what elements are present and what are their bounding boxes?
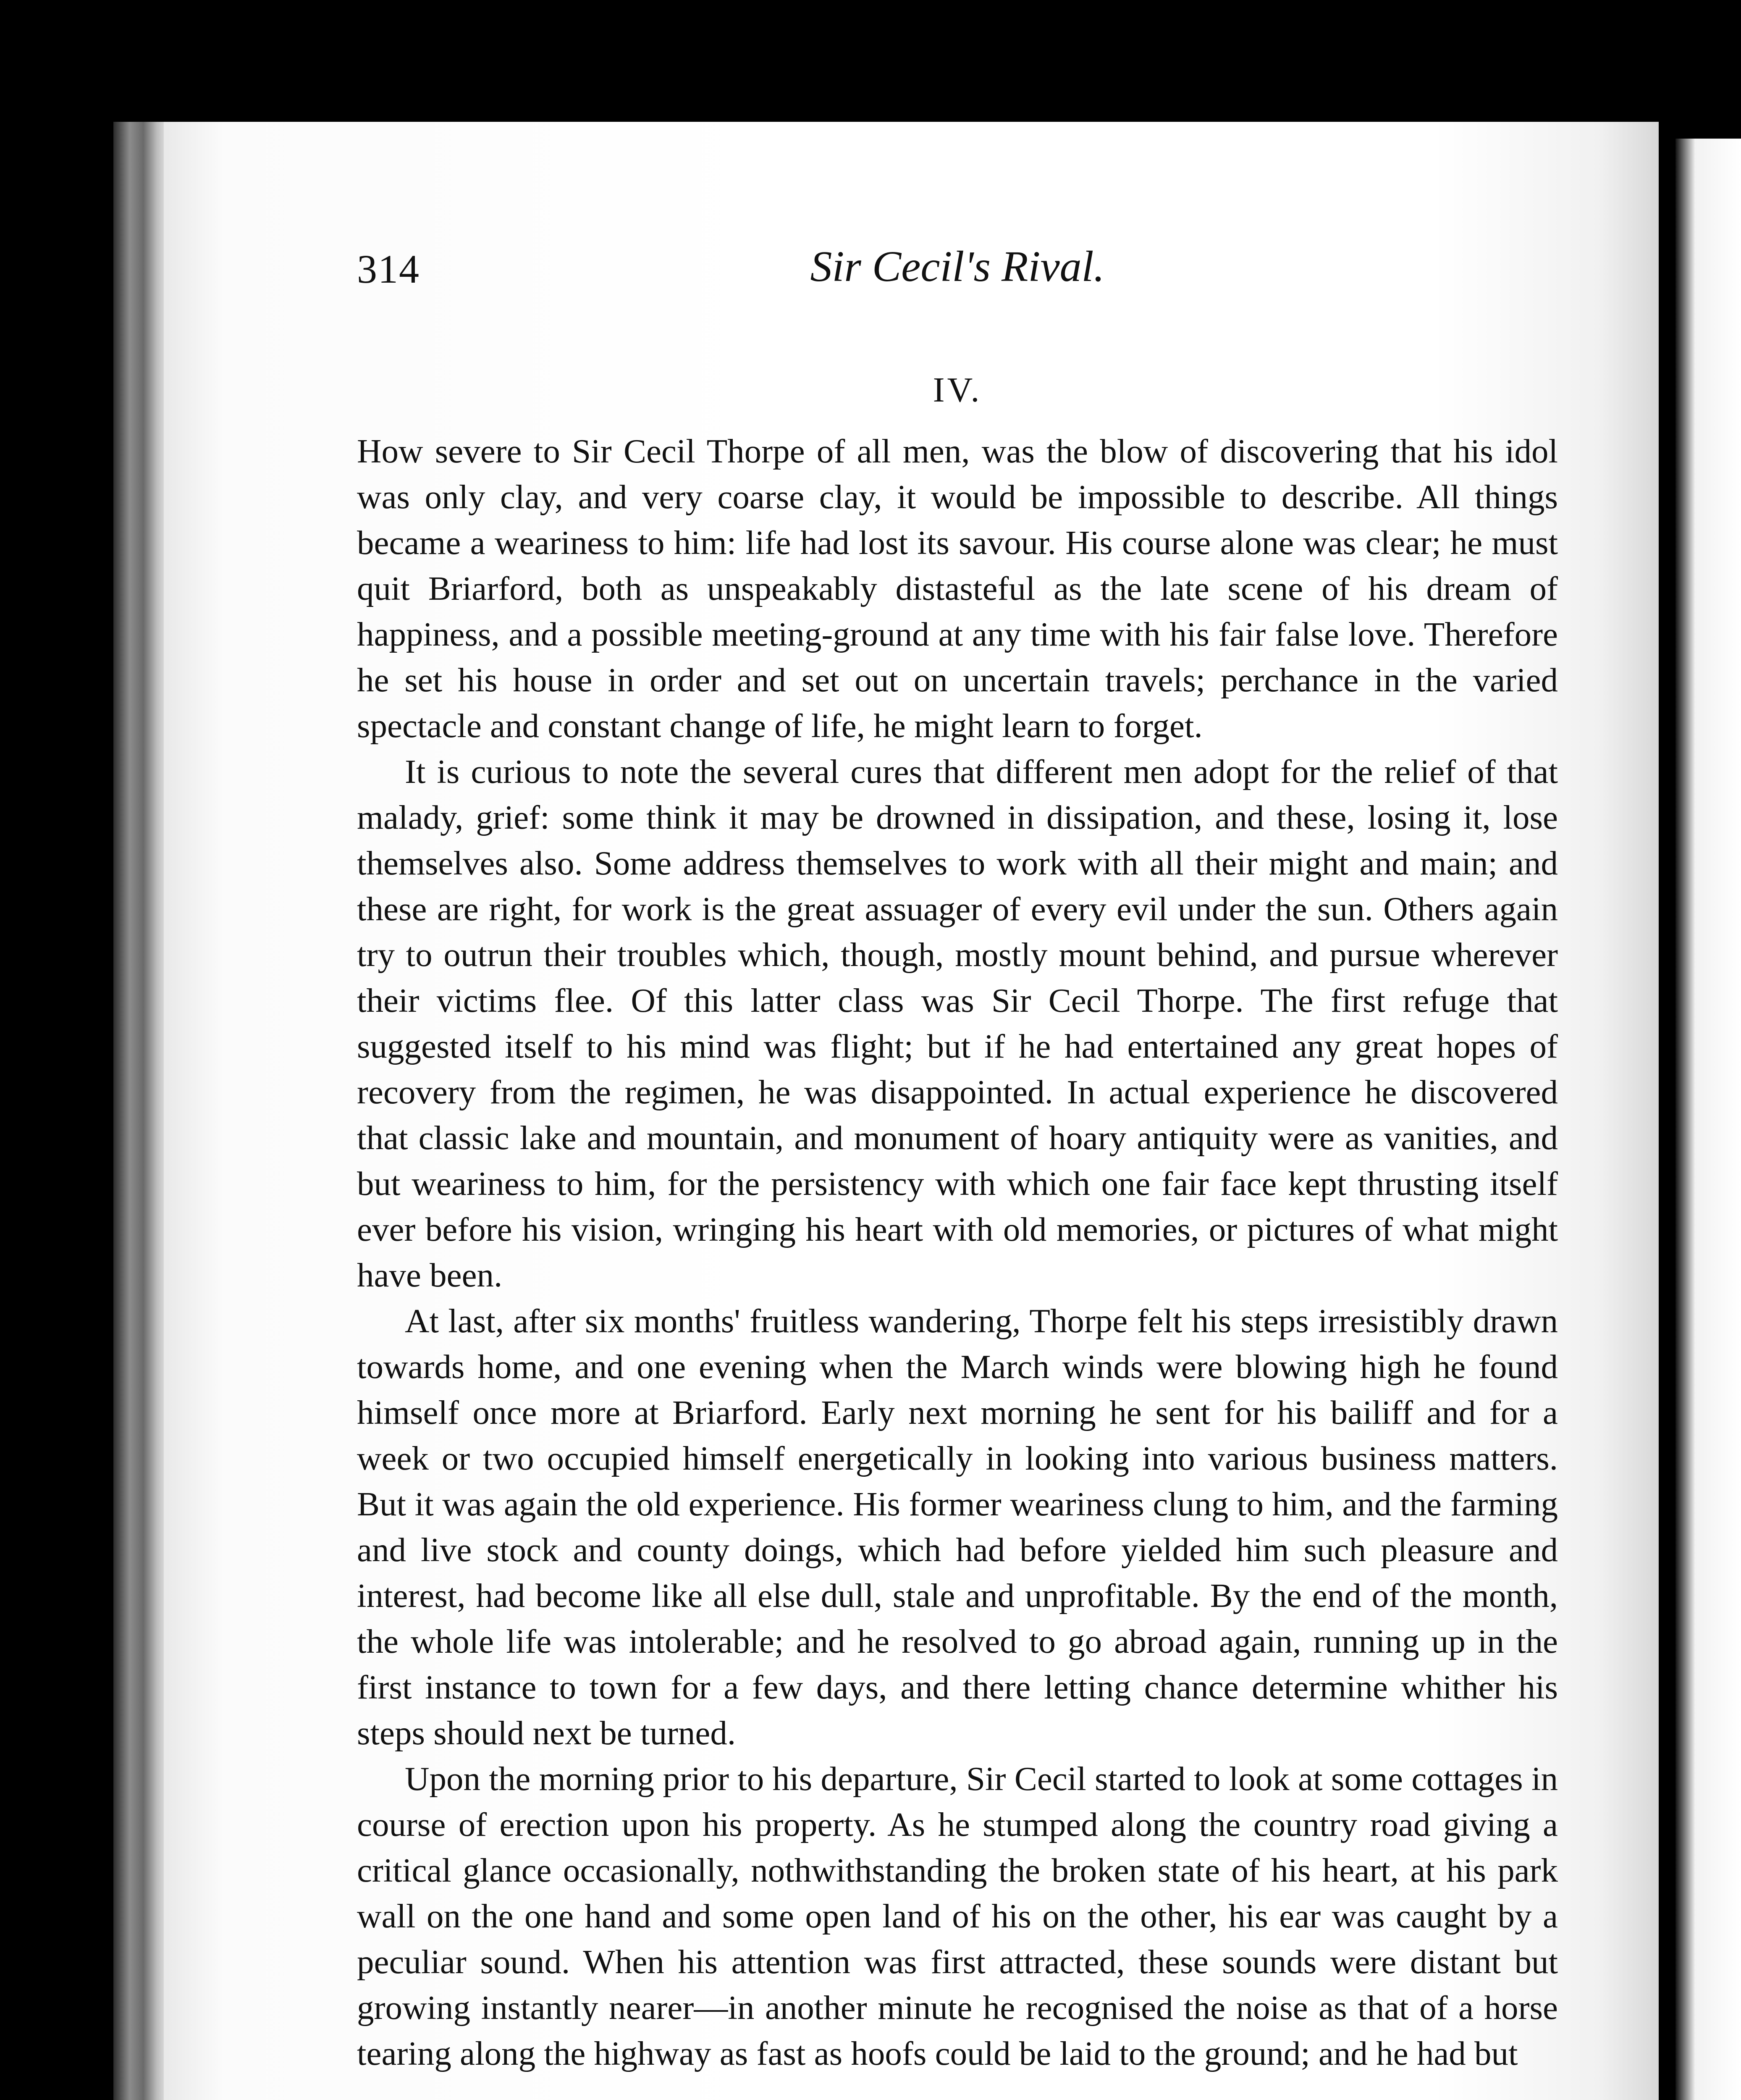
page-header xyxy=(357,237,1558,291)
paragraph: It is curious to note the several cures that different men adopt for the relief of that malady, grief: some think it may be drowned in dissipation, and these, losing it, lose themselves also. Some address themselves to work with all their might and main; and these are right, for work is the great assuager of every evil under the sun. Others again try to outrun their troubles which, though, mostly mount behind, and pursue wherever their victims flee. Of this latter class was Sir Cecil Thorpe. The first refuge that suggested itself to his mind was flight; but if he had entertained any great hopes of recovery from the regimen, he was disappointed. In actual experience he discovered that classic lake and mountain, and monument of hoary antiquity were as vanities, and but weariness to him, for the persistency with which one fair face kept thrusting itself ever before his vision, wringing his heart with old memories, or pictures of what might have been. xyxy=(357,753,1558,1294)
page-number: 314 xyxy=(357,247,420,291)
chapter-body xyxy=(357,428,1558,2076)
section-heading: IV. xyxy=(933,370,982,410)
running-title: Sir Cecil's Rival. xyxy=(810,242,1105,291)
paragraph: At last, after six months' fruitless wandering, Thorpe felt his steps irresistibly drawn towards home, and one evening when the March winds were blowing high he found himself once more at Briarford. Early next morning he sent for his bailiff and for a week or two occupied himself energetically in looking into various business matters. But it was again the old experience. His former weariness clung to him, and the farming and live stock and county doings, which had before yielded him such pleasure and interest, had become like all else dull, stale and unprofitable. By the end of the month, the whole life was intolerable; and he resolved to go abroad again, running up in the first instance to town for a few days, and there letting chance determine whither his steps should next be turned. xyxy=(357,1302,1558,1752)
paragraph: Upon the morning prior to his departure, Sir Cecil started to look at some cottages in course of erection upon his property. As he stumped along the country road giving a critical glance occasionally, nothwithstanding the broken state of his heart, at his park wall on the one hand and some open land of his on the other, his ear was caught by a peculiar sound. When his attention was first attracted, these sounds were distant but growing instantly nearer—in another minute he recognised the noise as that of a horse tearing along the highway as fast as hoofs could be laid to the ground; and he had but xyxy=(357,1760,1558,2072)
page-stack-edge xyxy=(113,122,168,2100)
paragraph: How severe to Sir Cecil Thorpe of all men, was the blow of discovering that his idol was only clay, and very coarse clay, it would be impossible to describe. All things became a weariness to him: life had lost its savour. His course alone was clear; he must quit Briarford, both as unspeakably distasteful as the late scene of his dream of happiness, and a possible meeting-ground at any time with his fair false love. Therefore he set his house in order and set out on uncertain travels; perchance in the varied spectacle and constant change of life, he might learn to forget. xyxy=(357,432,1558,745)
facing-page-edge xyxy=(1675,139,1741,2100)
